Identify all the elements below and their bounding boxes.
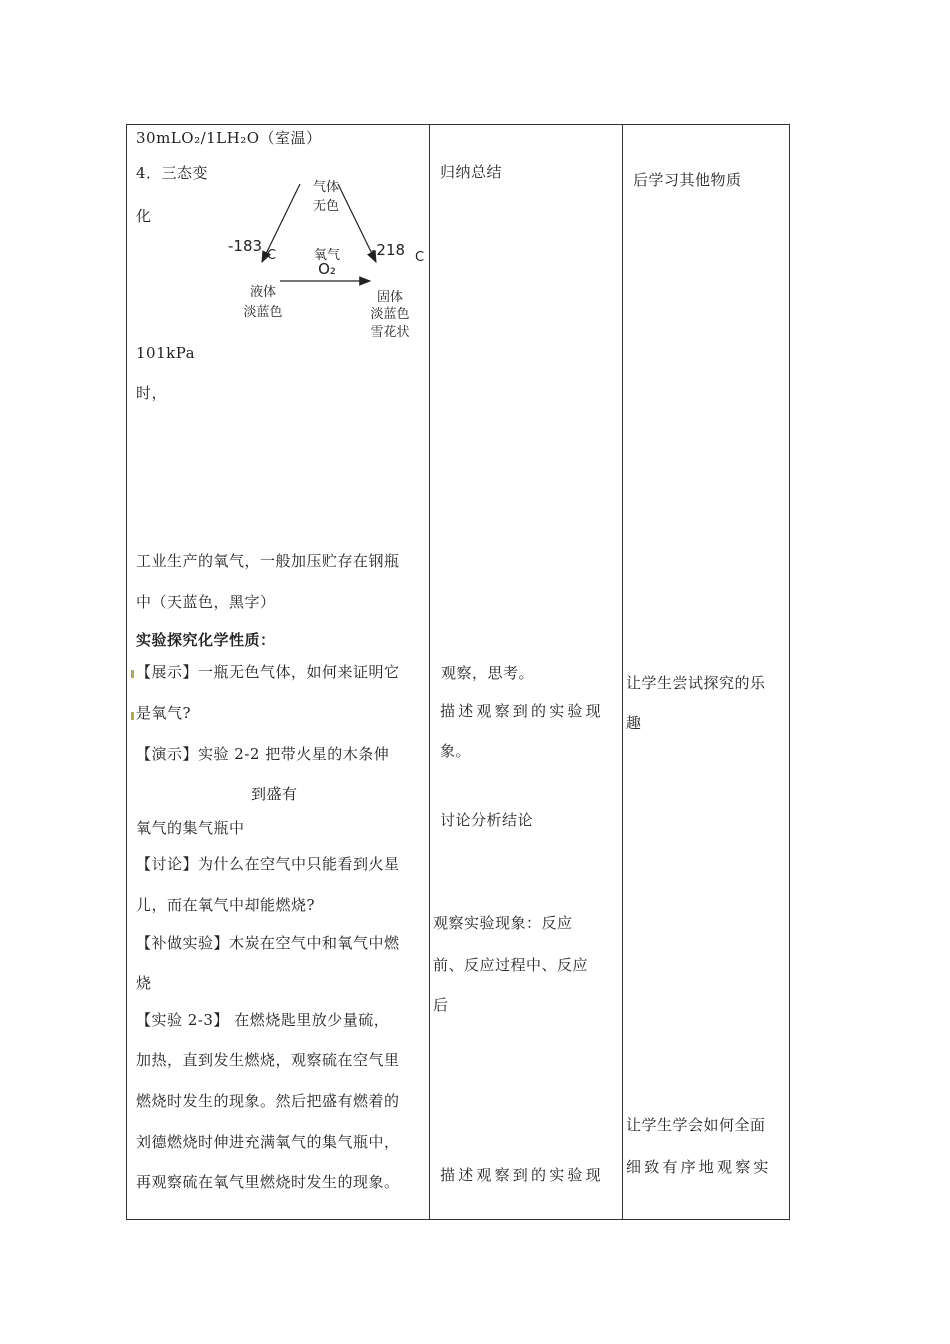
text-demo-a: 【演示】实验 2-2 把带火星的木条伸	[136, 745, 390, 763]
label-solid: 固体	[376, 290, 404, 305]
text-exp23-c: 燃烧时发生的现象。然后把盛有燃着的	[136, 1092, 400, 1110]
text-learn-b: 细致有序地观察实	[626, 1158, 772, 1176]
label-liquid: 液体	[249, 285, 277, 300]
label-oxygen: 氧气	[313, 248, 341, 263]
text-describe-b: 象。	[440, 742, 472, 760]
text-pressure: 101kPa	[136, 344, 196, 362]
margin-mark	[131, 670, 134, 678]
text-three-states-a: 4．三态变	[136, 164, 209, 182]
text-demo-c: 氧气的集气瓶中	[136, 819, 245, 837]
column-divider-2	[622, 124, 623, 1220]
heading-chemical-properties: 实验探究化学性质：	[136, 631, 276, 649]
text-exp23-a: 【实验 2-3】 在燃烧匙里放少量硫，	[136, 1011, 390, 1029]
three-states-diagram	[220, 170, 430, 345]
text-learn-a: 让学生学会如何全面	[626, 1116, 766, 1134]
label-temp-right: -218	[371, 241, 406, 259]
text-extra-a: 【补做实验】木炭在空气中和氧气中燃	[136, 934, 400, 952]
text-discuss-a: 【讨论】为什么在空气中只能看到火星	[136, 855, 400, 873]
label-temp-left-unit: C	[267, 248, 277, 263]
text-observe-think: 观察，思考。	[441, 664, 535, 682]
text-solubility: 30mLO₂/1LH₂O（室温）	[136, 129, 322, 147]
text-later-learning: 后学习其他物质	[633, 171, 742, 189]
label-liquid-color: 淡蓝色	[243, 305, 283, 320]
text-demo-b: 到盛有	[251, 785, 298, 803]
text-try-a: 让学生尝试探究的乐	[626, 674, 766, 692]
label-o2-formula: O₂	[318, 260, 336, 278]
label-solid-color: 淡蓝色	[370, 307, 410, 322]
text-extra-b: 烧	[136, 974, 152, 992]
text-observe-b: 前、反应过程中、反应	[433, 956, 589, 974]
text-describe-c: 描述观察到的实验现	[440, 1166, 604, 1184]
text-describe-a: 描述观察到的实验现	[440, 702, 604, 720]
text-summary: 归纳总结	[440, 163, 503, 181]
margin-mark	[131, 712, 134, 720]
text-storage-b: 中（天蓝色，黑字）	[136, 593, 276, 611]
label-temp-right-unit: C	[415, 250, 425, 265]
text-exp23-e: 再观察硫在氧气里燃烧时发生的现象。	[136, 1173, 400, 1191]
label-temp-left: -183	[228, 237, 263, 255]
text-discuss-conclude: 讨论分析结论	[440, 811, 534, 829]
text-observe-c: 后	[433, 996, 449, 1014]
text-when: 时，	[136, 384, 168, 402]
text-exp23-b: 加热，直到发生燃烧，观察硫在空气里	[136, 1051, 400, 1069]
text-show-a: 【展示】一瓶无色气体，如何来证明它	[136, 663, 400, 681]
text-three-states-b: 化	[136, 207, 152, 225]
text-storage-a: 工业生产的氧气，一般加压贮存在钢瓶	[136, 552, 400, 570]
text-observe-a: 观察实验现象：反应	[433, 914, 573, 932]
text-try-b: 趣	[626, 714, 642, 732]
text-discuss-b: 儿，而在氧气中却能燃烧?	[136, 896, 316, 914]
text-exp23-d: 刘德燃烧时伸进充满氧气的集气瓶中，	[136, 1133, 400, 1151]
label-gas: 气体	[312, 180, 340, 195]
label-gas-color: 无色	[312, 199, 340, 214]
text-show-b: 是氧气?	[136, 704, 192, 722]
label-solid-shape: 雪花状	[370, 325, 410, 340]
